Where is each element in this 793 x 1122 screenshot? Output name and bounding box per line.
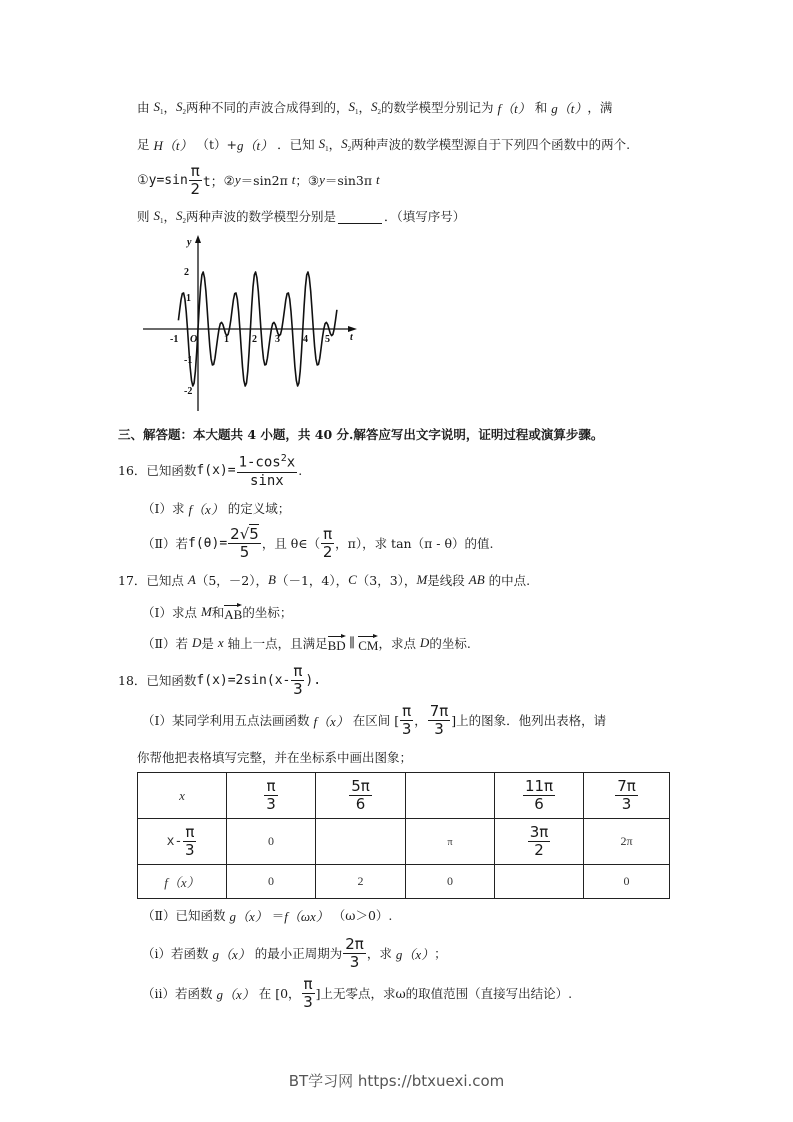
text: 已知函数 [175, 908, 230, 923]
math-variable: x [217, 635, 224, 650]
symbol-s1 [349, 99, 359, 116]
x-axis-label: t [350, 332, 353, 343]
row-header-label: x [179, 787, 185, 803]
function-expression: f(x)=2sin(x- [196, 672, 291, 688]
question-16-part-2 [142, 524, 493, 562]
text: 已知点 [146, 573, 188, 588]
symbol-subscript: 2 [182, 107, 186, 116]
part-label: （Ⅰ） [142, 713, 172, 728]
text: ， [163, 209, 176, 224]
x-tick-label: 2 [252, 334, 257, 345]
symbol-base: S [153, 207, 160, 223]
math-variable: y [319, 172, 325, 187]
fraction-denominator: 3 [349, 952, 360, 971]
exponent: 2 [280, 453, 287, 465]
fraction-numerator: π [185, 823, 195, 841]
part-label: （ⅱ） [142, 986, 175, 1001]
math-f-of-x: f（x） [313, 713, 349, 729]
fraction-denominator: sinx [250, 472, 284, 489]
q15-question-line [137, 207, 465, 225]
fraction-denominator: 6 [355, 795, 366, 813]
text: . [298, 462, 303, 478]
table-cell [584, 865, 670, 899]
fraction-denominator: 3 [266, 795, 276, 813]
row-header-label: f（x） [164, 875, 200, 890]
x-tick-label: 1 [224, 334, 229, 345]
symbol-subscript: 2 [182, 216, 186, 225]
fraction [400, 703, 413, 738]
x-tick-label: -1 [170, 334, 179, 345]
text: 你帮他把表格填写完整，并在坐标系中画出图象； [137, 750, 413, 765]
fraction [237, 450, 298, 490]
text: 的定义域； [223, 501, 291, 516]
part-label: （Ⅱ） [142, 536, 176, 551]
fraction-numerator: 2π [345, 934, 364, 953]
text: 是线段 [427, 573, 469, 588]
part-label: （Ⅱ） [142, 636, 176, 651]
symbol-base: S [176, 98, 183, 114]
fraction [615, 778, 638, 813]
table-row-phase [138, 819, 670, 865]
fraction-numerator: 7π [429, 701, 449, 720]
symbol-s2 [341, 136, 351, 153]
math-g-of-t: g（t） [236, 137, 274, 153]
fraction [291, 663, 304, 698]
part-label: （Ⅰ） [142, 605, 172, 620]
question-17 [118, 571, 530, 589]
text: ，求点 [378, 636, 420, 651]
fraction [302, 976, 315, 1011]
text: 则 [137, 209, 154, 224]
math-f-of-t: f（t） [497, 100, 531, 116]
function-lhs: f(x)= [196, 462, 236, 478]
fraction-numerator: π [266, 777, 276, 795]
x-tick-label: 4 [303, 334, 308, 345]
option-1-prefix: ①y=sin [137, 172, 188, 188]
text: ，π），求 tan（π - θ）的值. [335, 536, 494, 551]
radicand: 5 [249, 524, 259, 543]
table-cell [584, 773, 670, 819]
five-point-table [137, 772, 670, 899]
table-cell [495, 773, 584, 819]
option-3-expression: ＝sin3π [324, 173, 377, 188]
text: ， [328, 137, 342, 152]
text: （3，3）， [356, 573, 417, 588]
text: ＝ [267, 908, 285, 923]
answer-blank [338, 209, 382, 224]
fraction-numerator: 11π [524, 777, 554, 795]
text: 由 [137, 100, 154, 115]
condition: （ω＞0）. [328, 908, 393, 923]
symbol-base: S [341, 135, 348, 151]
math-g-of-t: g（t） [551, 100, 588, 116]
vector-bd: BD [328, 634, 346, 653]
math-g-of-x: g（x） [229, 908, 268, 924]
text: 已知函数 [146, 673, 197, 688]
text: 若函数 [175, 986, 217, 1001]
text: 若函数 [171, 946, 213, 961]
row-header-phase [138, 819, 227, 865]
text: 某同学利用五点法画函数 [171, 713, 314, 728]
part-label: （Ⅱ） [142, 908, 176, 923]
row-header-x [138, 773, 227, 819]
y-tick-label: -2 [184, 386, 193, 397]
x-tick-label: 3 [275, 334, 280, 345]
fraction-numerator [228, 526, 261, 544]
option-2-marker: ② [223, 172, 235, 188]
text: 两种不同的声波合成得到的， [186, 100, 349, 115]
fraction [343, 936, 366, 971]
table-cell [316, 773, 406, 819]
math-variable: y [234, 172, 241, 187]
cell-value: π [447, 837, 453, 848]
text: 足 [137, 137, 154, 152]
text: ， [163, 100, 176, 115]
text: 和 [530, 100, 552, 115]
row-header-fx [138, 865, 227, 899]
waveform-graph [140, 230, 365, 412]
text: 两种声波的数学模型分别是 [186, 209, 337, 224]
text: 和 [211, 605, 225, 620]
question-number: 16． [118, 463, 147, 478]
text: ．已知 [273, 137, 319, 152]
symbol-subscript: 1 [159, 216, 164, 225]
table-row-fx [138, 865, 670, 899]
y-tick-label: 2 [184, 267, 189, 278]
table-cell [316, 865, 406, 899]
text: 的最小正周期为 [250, 946, 343, 961]
table-cell-empty [495, 865, 584, 899]
part-label: （Ⅰ） [142, 501, 172, 516]
fraction [428, 703, 451, 738]
cell-value: 0 [268, 874, 274, 888]
table-cell [406, 865, 495, 899]
table-cell [584, 819, 670, 865]
symbol-base: S [371, 98, 378, 114]
table-cell [495, 819, 584, 865]
origin-label: O [190, 334, 198, 345]
text: 在 [0， [254, 986, 301, 1001]
fraction-numerator: π [303, 974, 313, 993]
y-tick-label: 1 [186, 293, 191, 304]
cell-value: 2π [620, 834, 633, 848]
text: 是 [201, 636, 218, 651]
text: ]上的图象．他列出表格，请 [451, 713, 607, 728]
question-18 [118, 662, 321, 698]
symbol-s1 [153, 208, 163, 225]
point-m: M [416, 572, 428, 587]
fraction-denominator: 2 [322, 542, 333, 561]
fraction [523, 778, 555, 813]
text: ， [414, 713, 427, 728]
section-heading [118, 425, 603, 443]
text: ； [434, 946, 447, 961]
math-g-of-x: g（x） [212, 946, 251, 962]
footer-watermark: BT学习网 https://btxuexi.com [288, 1072, 505, 1090]
question-18-sub-ii [142, 975, 572, 1011]
separator: ； [295, 173, 308, 188]
text: 求点 [171, 605, 201, 620]
math-g-of-x: g（x） [216, 986, 255, 1002]
fraction-numerator: π [402, 701, 412, 720]
question-number: 17． [118, 573, 147, 588]
fraction-denominator: 2 [534, 841, 544, 859]
vector-ab: AB [224, 603, 242, 622]
question-18-part-2 [142, 906, 392, 924]
text: 两种声波的数学模型源自于下列四个函数中的两个. [351, 137, 631, 152]
text: ，求 [366, 946, 396, 961]
text: 轴上一点，且满足 [223, 636, 328, 651]
table-cell [227, 773, 316, 819]
question-18-part-1 [142, 702, 606, 738]
symbol-subscript: 1 [159, 107, 164, 116]
fraction-numerator: 7π [617, 777, 636, 795]
point-d: D [419, 635, 430, 650]
section-title: 三、解答题：本大题共 4 小题，共 40 分.解答应写出文字说明，证明过程或演算步骤。 [118, 427, 604, 442]
fraction [228, 526, 261, 561]
y-axis-arrow-icon [195, 235, 201, 243]
fraction-numerator: 3π [529, 823, 549, 841]
text: ，且 θ∈（ [261, 536, 321, 551]
text: 在区间 [ [348, 713, 400, 728]
vector-cm: CM [358, 634, 378, 653]
q15-line-1 [137, 98, 612, 116]
fraction-denominator: 2 [190, 179, 201, 198]
question-18-sub-i [142, 935, 447, 971]
question-17-part-2 [142, 632, 471, 654]
fraction-denominator: 5 [239, 542, 250, 561]
question-17-part-1 [142, 601, 292, 623]
table-row-x [138, 773, 670, 819]
fraction [349, 778, 372, 813]
math-h-of-t: H（t） [153, 137, 193, 153]
symbol-subscript: 1 [355, 107, 359, 116]
cell-value: 0 [268, 834, 274, 848]
fraction [183, 824, 196, 859]
text: 的坐标. [429, 636, 471, 651]
q15-line-2 [137, 135, 630, 153]
option-2-expression: ＝sin2π [240, 173, 292, 188]
text: （t）+ [192, 137, 237, 152]
function-lhs: f(θ)= [188, 535, 228, 551]
table-cell [227, 819, 316, 865]
fraction-denominator: 3 [185, 841, 195, 859]
fraction-numerator [237, 450, 298, 473]
math-variable: t [291, 172, 296, 187]
symbol-subscript: 1 [325, 144, 329, 153]
fraction-numerator: 5π [351, 777, 370, 795]
numerator-text: 1-cos [238, 454, 281, 471]
cell-value: 0 [623, 874, 630, 888]
symbol-s2 [176, 208, 186, 225]
fraction-denominator: 3 [434, 719, 444, 738]
fraction-denominator: 3 [303, 992, 313, 1011]
fraction-denominator: 3 [293, 679, 303, 698]
text: 若 [175, 636, 192, 651]
text: 已知函数 [146, 463, 197, 478]
q15-function-options [137, 162, 380, 198]
symbol-subscript: 2 [347, 144, 352, 153]
fraction-numerator: π [323, 524, 333, 543]
point-b: B [268, 572, 276, 587]
math-g-of-x: g（x） [395, 946, 435, 962]
text: 的中点. [484, 573, 531, 588]
option-1-suffix: t； [202, 174, 224, 190]
fraction [528, 824, 551, 859]
text: 求 [171, 501, 189, 516]
text: （－1，4）， [275, 573, 349, 588]
fraction-denominator: 3 [401, 719, 412, 738]
table-cell [406, 819, 495, 865]
text: ， [358, 100, 372, 115]
row-header-prefix: x- [166, 834, 183, 849]
fraction-numerator: π [293, 661, 303, 680]
text: 的数学模型分别记为 [381, 100, 498, 115]
row-header-expression [167, 824, 198, 859]
text: （5，－2）， [195, 573, 268, 588]
symbol-s2 [176, 99, 186, 116]
math-variable: t [376, 172, 380, 187]
fraction [321, 526, 334, 561]
symbol-s2 [371, 99, 381, 116]
coefficient: 2 [230, 524, 240, 543]
table-cell-empty [316, 819, 406, 865]
question-16 [118, 451, 302, 489]
fraction [189, 163, 202, 198]
point-c: C [348, 572, 357, 587]
cell-value: 0 [447, 874, 453, 888]
y-axis-label: y [187, 237, 192, 248]
parallel-icon: ∥ [345, 635, 359, 650]
math-f-of-omega-x: f（ωx） [284, 908, 329, 924]
fraction [264, 778, 277, 813]
question-18-part-1-continued [137, 748, 412, 766]
function-expression-end: ). [305, 672, 322, 688]
symbol-subscript: 2 [377, 107, 382, 116]
question-16-part-1 [142, 499, 290, 517]
text: 若 [175, 536, 189, 551]
symbol-base: S [176, 207, 183, 223]
option-3-marker: ③ [307, 172, 320, 188]
table-cell-empty [406, 773, 495, 819]
text: 的坐标； [242, 605, 293, 620]
y-tick-label: -1 [184, 355, 193, 366]
point-m: M [200, 604, 212, 619]
sqrt-icon: √ [239, 524, 250, 543]
fraction-numerator: π [190, 161, 200, 180]
part-label: （ⅰ） [142, 946, 171, 961]
symbol-base: S [348, 98, 356, 114]
symbol-s1 [153, 99, 163, 116]
math-f-of-x: f（x） [188, 501, 224, 517]
text: ]上无零点，求ω的取值范围（直接写出结论）. [315, 986, 573, 1001]
text: ，满 [587, 100, 613, 115]
text: ．（填写序号） [384, 209, 466, 224]
cell-value: 2 [357, 874, 364, 888]
x-tick-label: 5 [325, 334, 330, 345]
symbol-s1 [319, 136, 329, 153]
symbol-base: S [153, 98, 160, 114]
numerator-tail: x [286, 454, 296, 471]
table-cell [227, 865, 316, 899]
segment-ab: AB [468, 572, 485, 587]
symbol-base: S [318, 135, 326, 151]
point-d: D [191, 635, 202, 650]
fraction-denominator: 6 [534, 795, 544, 813]
point-a: A [187, 572, 196, 587]
fraction-denominator: 3 [621, 795, 632, 813]
question-number: 18． [118, 673, 147, 688]
